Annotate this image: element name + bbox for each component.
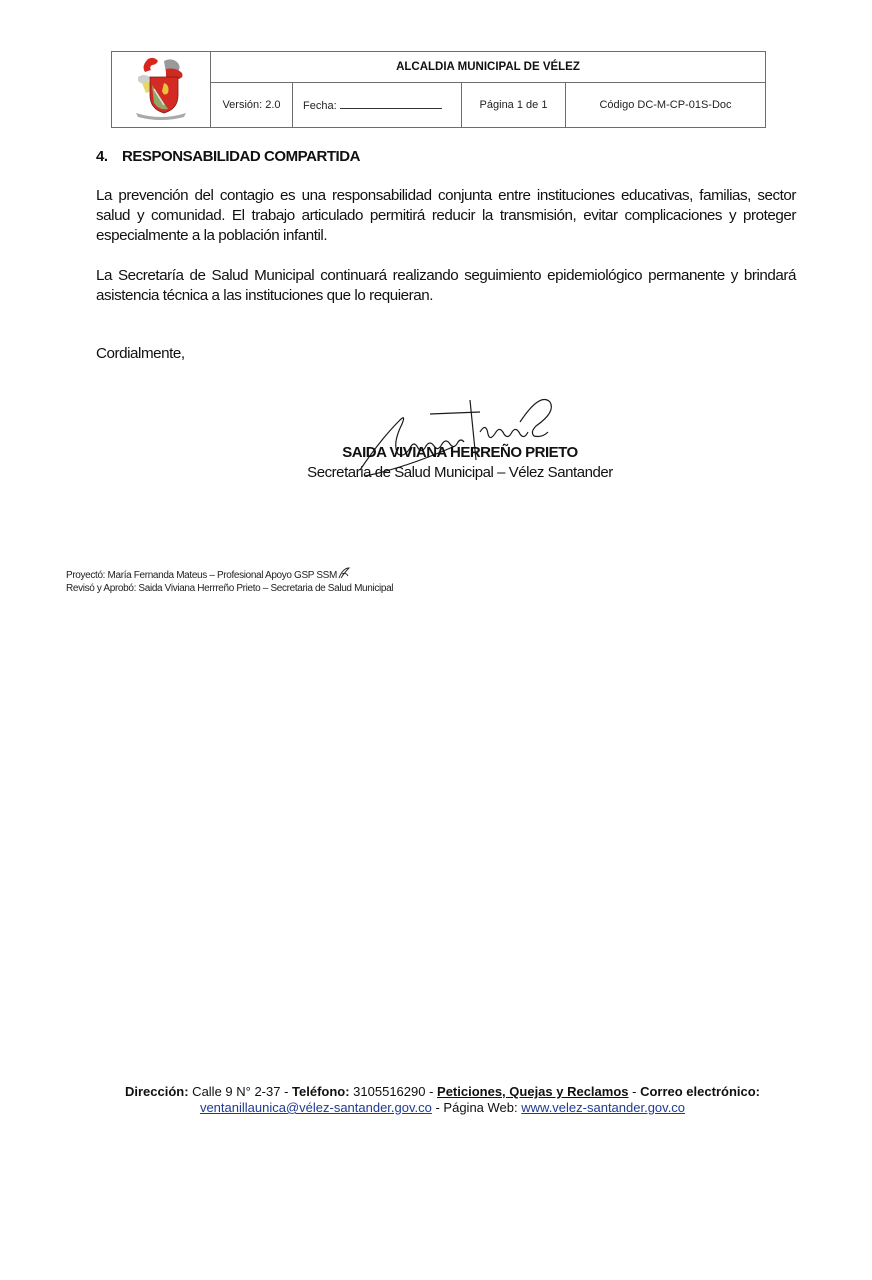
email-label: Correo electrónico: [640,1084,760,1099]
signature-block [290,392,630,492]
date-blank-line [340,98,442,109]
initials-mark-icon [337,566,351,580]
section-heading [96,147,796,167]
pqr-link[interactable]: Peticiones, Quejas y Reclamos [437,1084,629,1099]
version-cell: Versión: 2.0 [211,83,293,128]
email-link[interactable]: ventanillaunica@vélez-santander.gov.co [199,1100,432,1115]
page-number-cell: Página 1 de 1 [462,83,566,128]
footer-line-1 [60,1084,825,1100]
footer-line-2 [60,1100,825,1116]
separator: - [628,1084,641,1099]
date-cell [293,83,462,128]
section-title: RESPONSABILIDAD COMPARTIDA [122,148,361,165]
projected-by-text: Proyectó: María Fernanda Mateus – Profesional Apoyo GSP SSM [66,570,337,581]
signatory-name: SAIDA VIVIANA HERREÑO PRIETO [342,444,578,461]
page-footer [60,1084,825,1116]
phone-value: 3105516290 - [349,1084,438,1099]
institution-title: ALCALDIA MUNICIPAL DE VÉLEZ [211,52,766,83]
closing-salutation: Cordialmente, [96,345,185,362]
document-header-table [111,51,766,128]
document-code-cell: Código DC-M-CP-01S-Doc [566,83,766,128]
logo-cell [112,52,211,128]
phone-label: Teléfono: [292,1084,350,1099]
coat-of-arms-icon [126,55,196,125]
paragraph-epidemiological-followup: La Secretaría de Salud Municipal continuará realizando seguimiento epidemiológico permanente y brindará asistencia técnica a las instituciones que lo requieran. [96,267,796,304]
web-label: - Página Web: [431,1100,522,1115]
date-label: Fecha: [303,100,337,112]
website-link[interactable]: www.velez-santander.gov.co [521,1100,686,1115]
signatory-role: Secretaria de Salud Municipal – Vélez Santander [307,464,613,481]
reviewed-by: Revisó y Aprobó: Saida Viviana Herrreño Prieto – Secretaria de Salud Municipal [66,583,394,594]
paragraph-shared-responsibility: La prevención del contagio es una responsabilidad conjunta entre instituciones educativas, familias, sector salud y comunidad. El trabajo articulado permitirá reducir la transmisión, evitar complicaciones y proteger especialmente a la población infantil. [96,187,796,244]
address-value: Calle 9 N° 2-37 - [188,1084,293,1099]
document-credits [66,566,393,595]
address-label: Dirección: [124,1084,189,1099]
projected-by [66,566,393,582]
section-number: 4. [96,148,108,165]
